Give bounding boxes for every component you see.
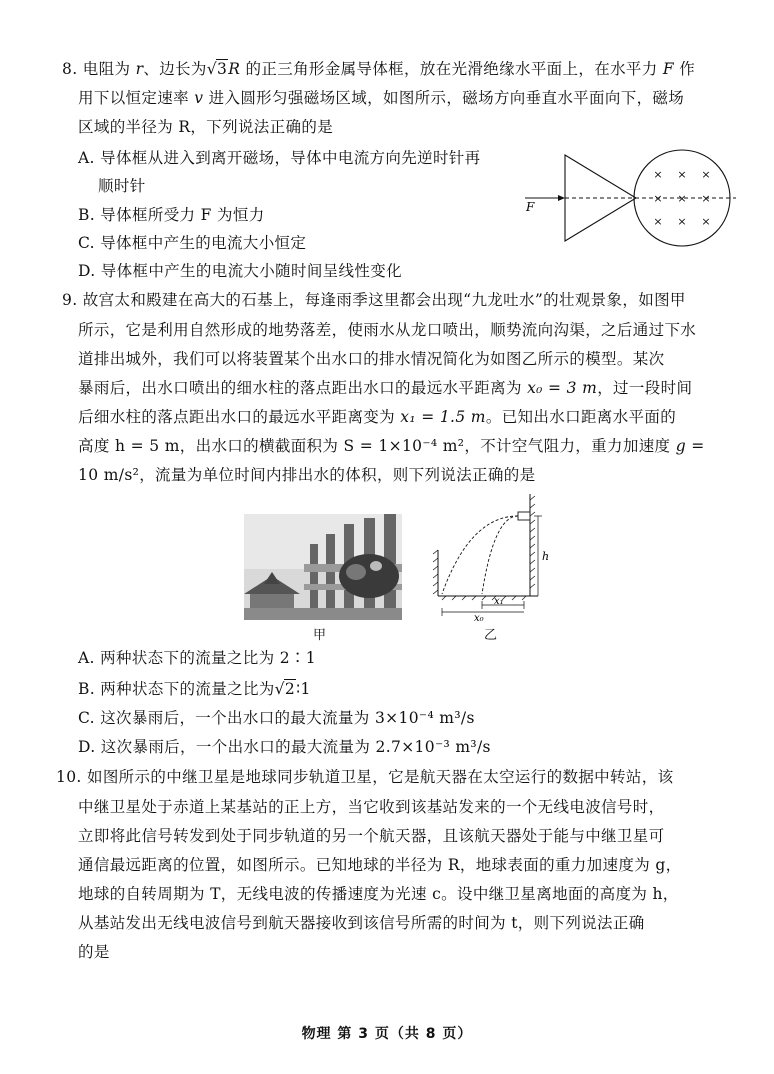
page-footer: 物理 第 3 页（共 8 页） <box>301 1026 473 1042</box>
q9-stem-line-3: 道排出城外，我们可以将装置某个出水口的排水情况简化为如图乙所示的模型。某次 <box>78 350 665 368</box>
q8-figure <box>520 145 740 260</box>
q8-stem-line-3: 区域的半径为 R，下列说法正确的是 <box>78 118 334 136</box>
field-cross: × <box>677 215 687 228</box>
field-cross: × <box>653 215 663 228</box>
field-cross: × <box>701 215 711 228</box>
q9-stem-line-2: 所示，它是利用自然形成的地势落差，使雨水从龙口喷出，顺势流向沟渠，之后通过下水 <box>78 321 697 339</box>
q9-caption-jia: 甲 <box>313 628 327 643</box>
q8-option-a-line-1: A. 导体框从进入到离开磁场，导体中电流方向先逆时针再 <box>78 149 481 167</box>
field-cross: × <box>677 192 687 205</box>
q10-stem-line-3: 立即将此信号转发到处于同步轨道的另一个航天器，且该航天器处于能与中继卫星可 <box>78 827 665 845</box>
q9-stem-line-4: 暴雨后，出水口喷出的细水柱的落点距出水口的最远水平距离为 x₀ = 3 m，过一段时间 <box>78 379 693 397</box>
q9-caption-yi: 乙 <box>484 628 498 643</box>
q9-stem-line-7: 10 m/s²，流量为单位时间内排出水的体积，则下列说法正确的是 <box>78 466 536 484</box>
q10-stem-line-4: 通信最远距离的位置，如图所示。已知地球的半径为 R，地球表面的重力加速度为 g， <box>78 856 682 874</box>
q9-option-c: C. 这次暴雨后，一个出水口的最大流量为 3×10⁻⁴ m³/s <box>78 709 475 727</box>
q9-x0-label: x₀ <box>474 613 484 622</box>
field-cross: × <box>701 168 711 181</box>
q9-model-diagram <box>430 490 550 622</box>
q9-photo-dragon-spout <box>244 514 402 620</box>
q9-x1-label: x₁ <box>494 596 504 607</box>
q8-option-b: B. 导体框所受力 F 为恒力 <box>78 206 265 224</box>
q8-option-a-line-2: 顺时针 <box>98 177 146 195</box>
field-cross: × <box>653 192 663 205</box>
q8-stem-line-1: 8. 电阻为 r、边长为√3R 的正三角形金属导体框，放在光滑绝缘水平面上，在水平力 F 作 <box>62 60 696 78</box>
q9-h-label: h <box>542 550 550 563</box>
q8-stem-line-2: 用下以恒定速率 v 进入圆形匀强磁场区域，如图所示，磁场方向垂直水平面向下，磁场 <box>78 89 685 107</box>
field-cross: × <box>677 168 687 181</box>
q8-option-c: C. 导体框中产生的电流大小恒定 <box>78 234 307 252</box>
q10-stem-line-7: 的是 <box>78 943 110 961</box>
q10-stem-line-1: 10. 如图所示的中继卫星是地球同步轨道卫星，它是航天器在太空运行的数据中转站，该 <box>56 768 674 786</box>
q9-stem-line-6: 高度 h = 5 m，出水口的横截面积为 S = 1×10⁻⁴ m²，不计空气阻力，重力加速度 g = <box>78 437 705 455</box>
q8-force-label: F <box>526 200 535 214</box>
q9-option-b: B. 两种状态下的流量之比为√2∶1 <box>78 680 311 698</box>
q9-stem-line-5: 后细水柱的落点距出水口的最远水平距离变为 x₁ = 1.5 m。已知出水口距离水平面的 <box>78 408 677 426</box>
q9-option-a: A. 两种状态下的流量之比为 2∶1 <box>78 649 316 667</box>
q10-stem-line-5: 地球的自转周期为 T，无线电波的传播速度为光速 c。设中继卫星离地面的高度为 h， <box>78 885 679 903</box>
q9-option-d: D. 这次暴雨后，一个出水口的最大流量为 2.7×10⁻³ m³/s <box>78 738 491 756</box>
field-cross: × <box>701 192 711 205</box>
q10-stem-line-2: 中继卫星处于赤道上某基站的正上方，当它收到该基站发来的一个无线电波信号时， <box>78 798 665 816</box>
q9-stem-line-1: 9. 故宫太和殿建在高大的石基上，每逢雨季这里都会出现“九龙吐水”的壮观景象，如图甲 <box>62 291 686 309</box>
q10-stem-line-6: 从基站发出无线电波信号到航天器接收到该信号所需的时间为 t，则下列说法正确 <box>78 914 645 932</box>
q8-option-d: D. 导体框中产生的电流大小随时间呈线性变化 <box>78 262 402 280</box>
field-cross: × <box>653 168 663 181</box>
